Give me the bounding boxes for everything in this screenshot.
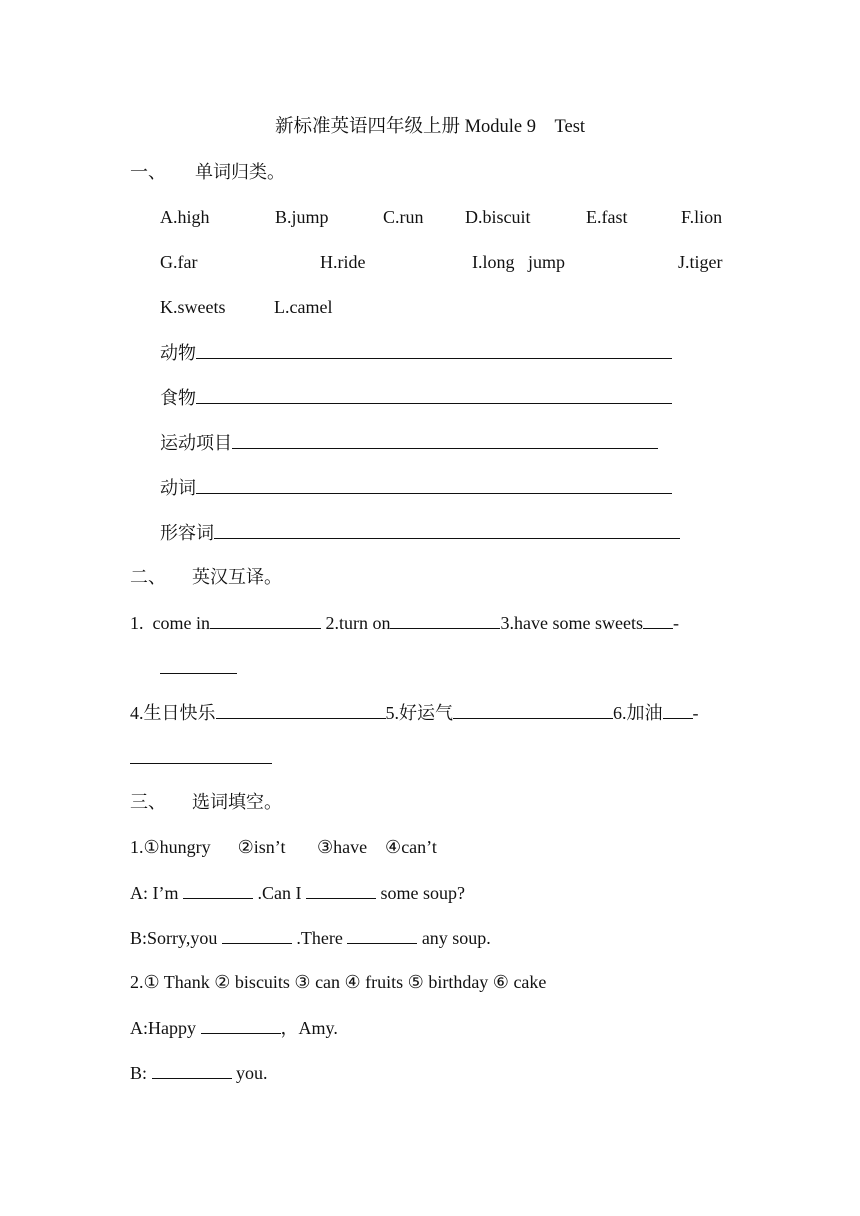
hyphen: -: [692, 703, 699, 723]
answer-blank[interactable]: [196, 475, 672, 494]
dialog-text: A:Happy: [130, 1018, 201, 1038]
translate-row-2: [130, 700, 699, 725]
category-label: 形容词: [160, 523, 214, 543]
translate-item: 1. come in: [130, 613, 210, 633]
category-label: 运动项目: [160, 433, 232, 453]
answer-blank[interactable]: [222, 925, 292, 944]
page-title: 新标准英语四年级上册 Module 9 Test: [274, 117, 586, 137]
blank-continued: [160, 655, 237, 680]
q1-line-a: [130, 880, 465, 905]
answer-blank[interactable]: [663, 700, 693, 719]
category-row: [160, 385, 672, 410]
category-label: 食物: [160, 388, 196, 408]
blank-continued: [130, 745, 272, 770]
answer-blank[interactable]: [232, 430, 658, 449]
q2-line-b: [130, 1060, 268, 1085]
answer-blank[interactable]: [152, 1060, 232, 1079]
answer-blank[interactable]: [643, 610, 673, 629]
hyphen: -: [672, 613, 679, 633]
dialog-text: B:Sorry,you: [130, 928, 222, 948]
section-3-heading: 选词填空。: [192, 792, 282, 812]
word-option: D.biscuit: [465, 207, 531, 227]
dialog-text: some soup?: [376, 883, 465, 903]
dialog-text: A: I’m: [130, 883, 183, 903]
category-row: [160, 475, 672, 500]
word-option: G.far: [160, 252, 198, 272]
q2-line-a: [130, 1015, 338, 1040]
word-option: F.lion: [681, 207, 723, 227]
translate-item: 6.加油: [613, 703, 663, 723]
dialog-text: B:: [130, 1063, 152, 1083]
q2-options: 2.① Thank ② biscuits ③ can ④ fruits ⑤ birthday ⑥ cake: [130, 972, 547, 992]
q1-options: 1.①hungry ②isn’t ③have ④can’t: [130, 837, 437, 857]
answer-blank[interactable]: [183, 880, 253, 899]
dialog-text: ，Amy.: [280, 1018, 338, 1038]
section-1-heading: 单词归类。: [195, 162, 285, 182]
answer-blank[interactable]: [196, 385, 672, 404]
dialog-text: .There: [291, 928, 348, 948]
answer-blank[interactable]: [390, 610, 500, 629]
category-row: [160, 520, 680, 545]
word-option: I.long jump: [472, 252, 565, 272]
translate-item: 4.生日快乐: [130, 703, 216, 723]
category-label: 动词: [160, 478, 196, 498]
word-option: C.run: [383, 207, 424, 227]
translate-item: 3.have some sweets: [500, 613, 643, 633]
answer-blank[interactable]: [214, 520, 680, 539]
answer-blank[interactable]: [201, 1015, 281, 1034]
dialog-text: .Can I: [253, 883, 306, 903]
word-option: K.sweets: [160, 297, 226, 317]
dialog-text: any soup.: [417, 928, 491, 948]
word-option: A.high: [160, 207, 210, 227]
answer-blank[interactable]: [196, 340, 672, 359]
section-2-heading: 英汉互译。: [192, 567, 282, 587]
section-2-number: 二、: [130, 567, 166, 587]
translate-item: 5.好运气: [385, 703, 453, 723]
category-row: [160, 340, 672, 365]
answer-blank[interactable]: [130, 745, 272, 764]
word-option: L.camel: [274, 297, 333, 317]
word-option: B.jump: [275, 207, 329, 227]
answer-blank[interactable]: [210, 610, 321, 629]
word-option: H.ride: [320, 252, 366, 272]
answer-blank[interactable]: [306, 880, 376, 899]
category-label: 动物: [160, 343, 196, 363]
category-row: [160, 430, 658, 455]
q1-line-b: [130, 925, 491, 950]
dialog-text: you.: [231, 1063, 268, 1083]
section-1-number: 一、: [130, 162, 166, 182]
word-option: J.tiger: [678, 252, 723, 272]
translate-row-1: [130, 610, 679, 635]
answer-blank[interactable]: [160, 655, 237, 674]
answer-blank[interactable]: [347, 925, 417, 944]
word-option: E.fast: [586, 207, 628, 227]
answer-blank[interactable]: [216, 700, 386, 719]
answer-blank[interactable]: [453, 700, 613, 719]
section-3-number: 三、: [130, 792, 166, 812]
translate-item: 2.turn on: [320, 613, 391, 633]
